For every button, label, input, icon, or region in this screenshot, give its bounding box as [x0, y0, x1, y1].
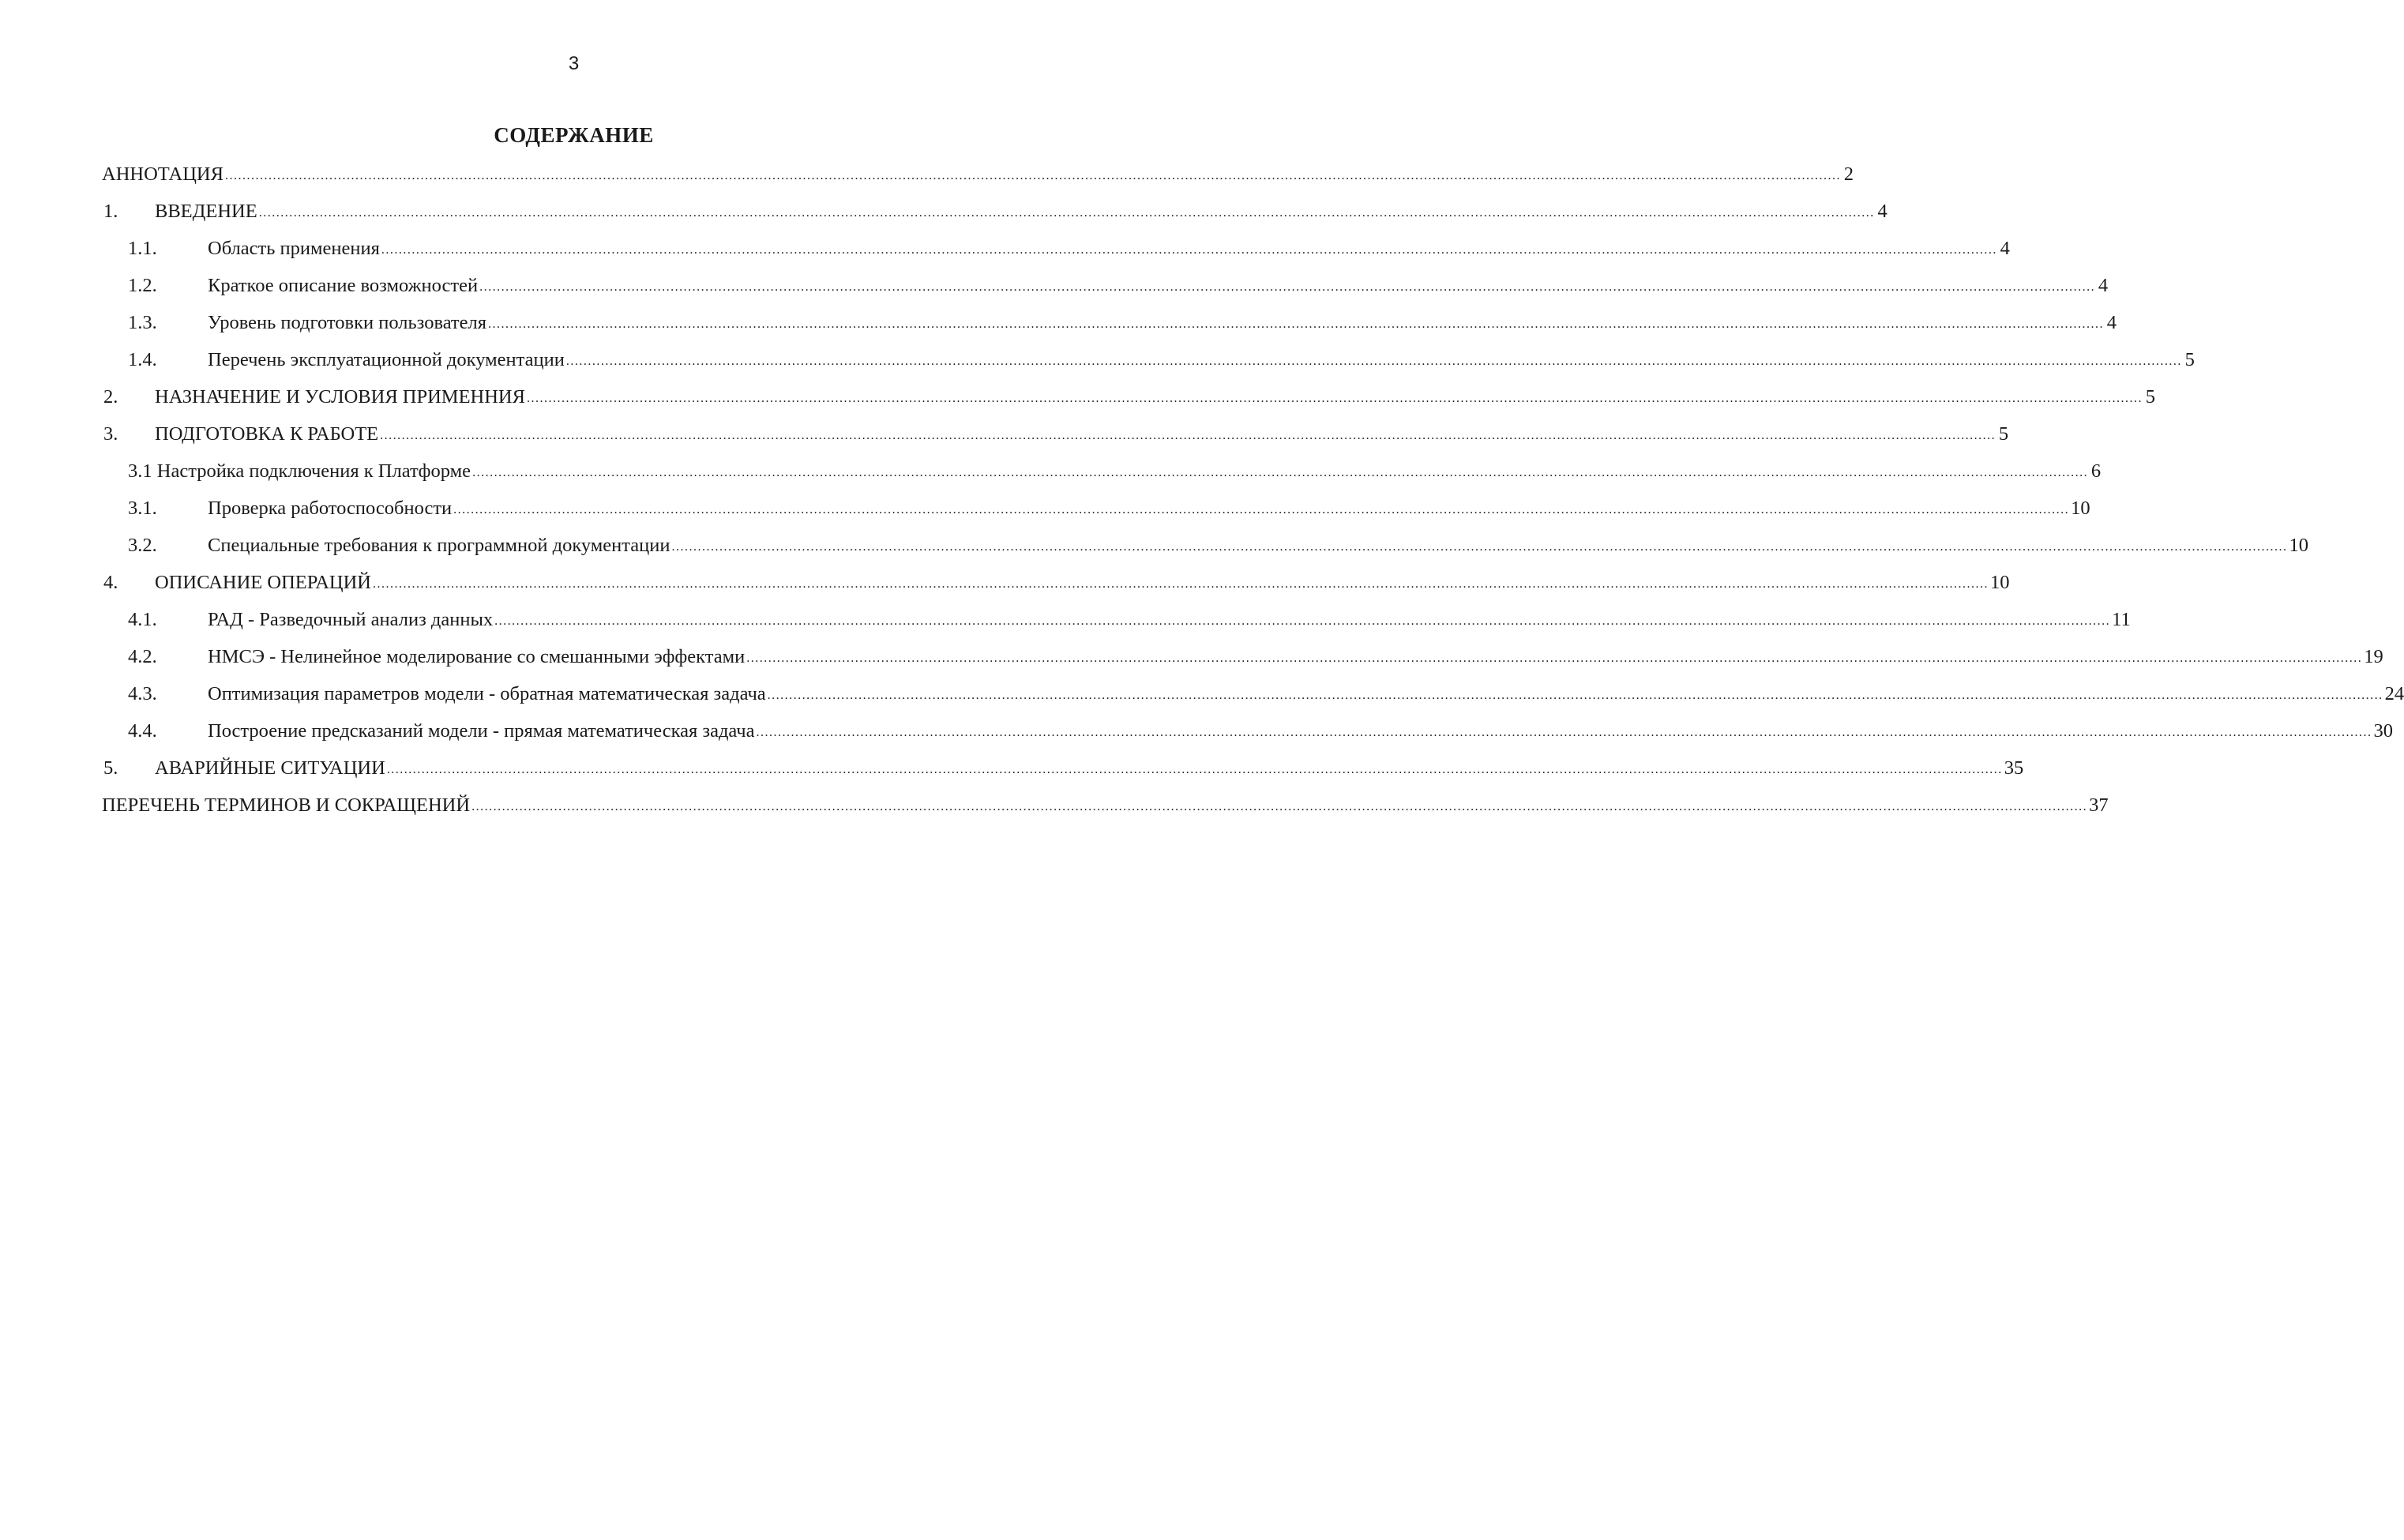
toc-entry-number: 3.1.	[128, 498, 157, 519]
toc-entry-capabilities[interactable]	[0, 272, 2109, 300]
toc-entry-emergencies[interactable]	[0, 754, 2024, 783]
toc-leader: ....................................................................................................................................................................................................................................................................................................................................................................................	[258, 206, 1875, 220]
toc-entry-purpose[interactable]	[0, 383, 2155, 411]
toc-leader: ....................................................................................................................................................................................................................................................................................................................................................................................	[488, 317, 2105, 331]
toc-entry-number: 3.	[103, 423, 118, 445]
toc-leader: ....................................................................................................................................................................................................................................................................................................................................................................................	[565, 355, 2182, 368]
toc-entry-page: 4	[2098, 275, 2109, 296]
toc-entry-title: Область применения	[208, 238, 380, 259]
toc-entry-page: 11	[2112, 609, 2131, 630]
toc-entry-preparation[interactable]	[0, 420, 2009, 449]
toc-entry-title: ПОДГОТОВКА К РАБОТЕ	[155, 423, 379, 445]
toc-entry-page: 4	[1877, 201, 1888, 222]
toc-entry-glossary[interactable]	[0, 791, 2109, 820]
toc-entry-page: 6	[2090, 460, 2102, 482]
toc-entry-title: Краткое описание возможностей	[208, 275, 479, 296]
toc-entry-page: 4	[2106, 312, 2117, 333]
toc-leader: ....................................................................................................................................................................................................................................................................................................................................................................................	[671, 540, 2288, 554]
toc-entry-number: 3.2.	[128, 535, 157, 556]
toc-entry-rad[interactable]	[0, 606, 2131, 634]
toc-entry-title: РАД - Разведочный анализ данных	[208, 609, 494, 630]
toc-entry-number: 4.1.	[128, 609, 157, 630]
toc-entry-title: Специальные требования к программной документации	[208, 535, 670, 556]
toc-entry-introduction[interactable]	[0, 197, 1888, 226]
toc-leader: ....................................................................................................................................................................................................................................................................................................................................................................................	[479, 280, 2096, 294]
toc-leader: ....................................................................................................................................................................................................................................................................................................................................................................................	[746, 652, 2363, 665]
toc-entry-page: 19	[2364, 646, 2383, 667]
toc-entry-health-check[interactable]	[0, 494, 2090, 523]
toc-entry-number: 4.4.	[128, 720, 157, 742]
toc-entry-title: НМСЭ - Нелинейное моделирование со смешанными эффектами	[208, 646, 746, 667]
toc-leader: ....................................................................................................................................................................................................................................................................................................................................................................................	[386, 763, 2003, 776]
toc-entry-title: АННОТАЦИЯ	[102, 163, 223, 185]
toc-entry-title: Построение предсказаний модели - прямая математическая задача	[208, 720, 755, 742]
toc-leader: ....................................................................................................................................................................................................................................................................................................................................................................................	[381, 243, 1997, 257]
toc-entry-title: НАЗНАЧЕНИЕ И УСЛОВИЯ ПРИМЕННИЯ	[155, 386, 525, 408]
toc-entry-nmse[interactable]	[0, 643, 2383, 671]
toc-entry-title: Перечень эксплуатационной документации	[208, 349, 565, 370]
toc-leader: ....................................................................................................................................................................................................................................................................................................................................................................................	[767, 689, 2383, 702]
toc-leader: ....................................................................................................................................................................................................................................................................................................................................................................................	[224, 169, 1841, 182]
toc-entry-number: 1.4.	[128, 349, 157, 370]
toc-entry-title: АВАРИЙНЫЕ СИТУАЦИИ	[155, 757, 385, 779]
toc-entry-number: 1.2.	[128, 275, 157, 296]
toc-entry-operations[interactable]	[0, 569, 2010, 597]
toc-entry-number: 1.1.	[128, 238, 157, 259]
toc-leader: ....................................................................................................................................................................................................................................................................................................................................................................................	[494, 614, 2111, 628]
toc-entry-number: 4.3.	[128, 683, 157, 704]
toc-leader: ....................................................................................................................................................................................................................................................................................................................................................................................	[453, 503, 2070, 516]
toc-leader: ....................................................................................................................................................................................................................................................................................................................................................................................	[373, 577, 1989, 591]
toc-entry-page: 10	[2289, 535, 2309, 556]
toc-entry-number: 5.	[103, 757, 118, 779]
toc-entry-optimization[interactable]	[0, 680, 2404, 708]
toc-entry-page: 10	[1990, 572, 2010, 593]
toc-entry-page: 5	[2184, 349, 2195, 370]
toc-entry-page: 24	[2384, 683, 2404, 704]
toc-entry-page: 10	[2071, 498, 2090, 519]
toc-entry-page: 2	[1843, 163, 1854, 185]
toc-entry-title: ОПИСАНИЕ ОПЕРАЦИЙ	[155, 572, 371, 593]
toc-entry-number: 4.	[103, 572, 118, 593]
toc-leader: ....................................................................................................................................................................................................................................................................................................................................................................................	[472, 466, 2089, 479]
toc-leader: ....................................................................................................................................................................................................................................................................................................................................................................................	[526, 392, 2143, 405]
toc-entry-title: Проверка работоспособности	[208, 498, 453, 519]
toc-entry-page: 37	[2089, 794, 2109, 816]
toc-entry-annotation[interactable]	[0, 160, 1854, 189]
toc-entry-predictions[interactable]	[0, 717, 2394, 746]
toc-entry-title: ПЕРЕЧЕНЬ ТЕРМИНОВ И СОКРАЩЕНИЙ	[102, 794, 471, 816]
toc-entry-connection-setup[interactable]	[0, 457, 2102, 486]
toc-entry-scope[interactable]	[0, 235, 2010, 263]
toc-entry-title: Уровень подготовки пользователя	[208, 312, 487, 333]
page-number: 3	[568, 53, 580, 74]
toc-entry-number: 1.3.	[128, 312, 157, 333]
toc-entry-number: 2.	[103, 386, 118, 408]
toc-leader: ....................................................................................................................................................................................................................................................................................................................................................................................	[380, 429, 1996, 442]
toc-entry-page: 35	[2004, 757, 2024, 779]
toc-entry-title: ВВЕДЕНИЕ	[155, 201, 257, 222]
toc-entry-page: 30	[2373, 720, 2394, 742]
toc-title: СОДЕРЖАНИЕ	[494, 123, 654, 147]
toc-entry-special-requirements[interactable]	[0, 531, 2309, 560]
toc-entry-user-level[interactable]	[0, 309, 2117, 337]
toc-entry-page: 4	[2000, 238, 2010, 259]
toc-entry-title: 3.1 Настройка подключения к Платформе	[128, 460, 471, 482]
toc-entry-number: 1.	[103, 201, 118, 222]
toc-leader: ....................................................................................................................................................................................................................................................................................................................................................................................	[756, 726, 2372, 739]
toc-entry-page: 5	[1998, 423, 2009, 445]
toc-entry-page: 5	[2145, 386, 2155, 408]
toc-entry-number: 4.2.	[128, 646, 157, 667]
toc-entry-documentation-list[interactable]	[0, 346, 2195, 374]
toc-leader: ....................................................................................................................................................................................................................................................................................................................................................................................	[471, 800, 2088, 813]
toc-entry-title: Оптимизация параметров модели - обратная математическая задача	[208, 683, 766, 704]
